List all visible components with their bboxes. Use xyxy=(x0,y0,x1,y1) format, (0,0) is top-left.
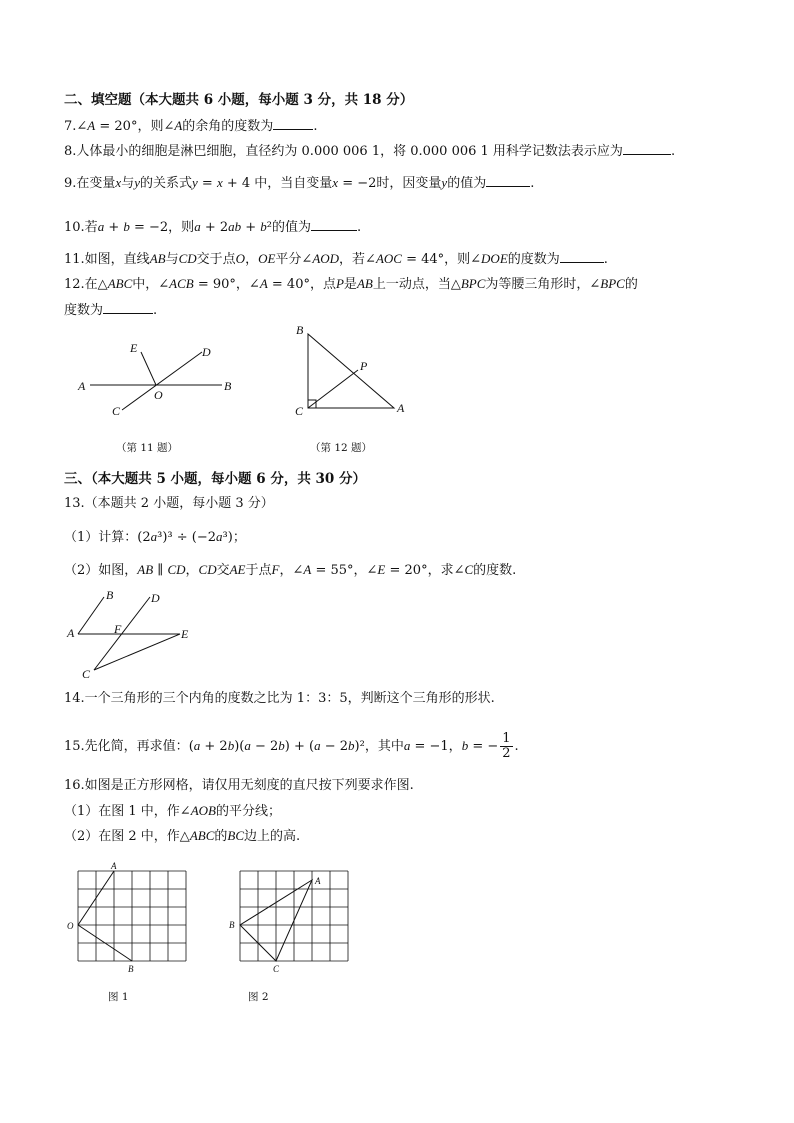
q12-text: 度数为 xyxy=(64,303,104,318)
q15-var: b xyxy=(227,738,235,753)
label-a: A xyxy=(397,401,405,415)
question-10 xyxy=(64,217,361,237)
figure-13 xyxy=(64,587,204,682)
line-ce xyxy=(94,634,180,670)
q15-var: b xyxy=(278,738,285,753)
label-o: O xyxy=(154,388,163,402)
question-14: 14.一个三角形的三个内角的度数之比为 1：3：5，判断这个三角形的形状. xyxy=(64,691,495,706)
q15-math: )² xyxy=(354,739,365,754)
q9-var: x xyxy=(216,175,223,190)
q11-var: AOD xyxy=(312,251,340,266)
q11-text: = 44°，则∠ xyxy=(401,252,482,267)
label-c: C xyxy=(82,667,91,681)
q9-var: y xyxy=(192,175,198,190)
answer-blank[interactable] xyxy=(623,141,671,155)
question-13-part-2 xyxy=(64,561,516,580)
q15-text: ，其中 xyxy=(364,739,404,754)
q10-text: + xyxy=(104,220,124,235)
q11-var: DOE xyxy=(481,251,508,266)
q9-var: x xyxy=(332,175,339,190)
q10-var: a xyxy=(97,219,105,234)
q16-var: ABC xyxy=(189,828,215,843)
figure-12 xyxy=(290,322,430,452)
q15-math: ) + ( xyxy=(284,739,315,754)
label-c: C xyxy=(112,404,121,418)
q13-text: = 20°，求∠ xyxy=(385,563,465,578)
label-e: E xyxy=(181,627,189,641)
q15-math: ( xyxy=(188,739,194,754)
q9-text: 的关系式 xyxy=(139,176,192,191)
q15-var: b xyxy=(348,738,355,753)
q12-text: 上一动点，当△ xyxy=(372,277,461,292)
q9-var: x xyxy=(115,175,122,190)
grid-figure-1 xyxy=(64,860,204,1010)
q13-text: = 55°，∠ xyxy=(311,563,378,578)
q9-text: + 4 中，当自变量 xyxy=(222,176,333,191)
fraction-denominator: 2 xyxy=(502,746,511,761)
q7-text: 的余角的度数为 xyxy=(182,119,274,134)
label-b: B xyxy=(229,920,235,930)
ray-oe xyxy=(141,352,156,385)
square-grid xyxy=(240,871,348,961)
question-7 xyxy=(64,116,317,136)
q13-var: a xyxy=(216,529,223,544)
q11-text: 11.如图，直线 xyxy=(64,252,150,267)
q12-text: 的 xyxy=(624,277,638,292)
question-13-part-1 xyxy=(64,528,246,547)
q15-text: . xyxy=(514,739,519,754)
q16-text: 边上的高. xyxy=(244,829,301,844)
q11-text: ， xyxy=(245,252,259,267)
label-p: P xyxy=(360,359,368,373)
q10-text: + 2 xyxy=(200,220,229,235)
q11-var: AB xyxy=(149,251,166,266)
q12-text: 是 xyxy=(343,277,357,292)
q9-text: = xyxy=(197,176,217,191)
grid-2-caption: 图 2 xyxy=(248,991,269,1003)
label-e: E xyxy=(130,341,138,355)
label-b: B xyxy=(106,588,114,602)
figure-11-caption: （第 11 题） xyxy=(116,442,179,454)
q11-var: O xyxy=(235,251,246,266)
answer-blank[interactable] xyxy=(103,300,153,314)
figure-12-caption: （第 12 题） xyxy=(310,442,373,454)
q13-var: C xyxy=(464,562,474,577)
q12-var: ACB xyxy=(169,276,194,291)
q15-var: b xyxy=(461,738,469,753)
square-grid xyxy=(78,871,186,961)
triangle-abc xyxy=(308,334,394,408)
q15-math: − 2 xyxy=(320,739,349,754)
line-ab xyxy=(78,597,104,634)
q13-math: (2 xyxy=(137,530,151,545)
q13-math: ³) xyxy=(222,530,233,545)
q15-math: )( xyxy=(234,739,245,754)
q10-var: b xyxy=(260,219,267,234)
q10-text: + xyxy=(241,220,261,235)
question-15 xyxy=(64,732,519,761)
q15-math: − 2 xyxy=(250,739,279,754)
answer-blank[interactable] xyxy=(560,249,604,263)
question-16-intro: 16.如图是正方形网格，请仅用无刻度的直尺按下列要求作图. xyxy=(64,778,414,793)
q13-var: CD xyxy=(198,562,217,577)
label-b: B xyxy=(296,323,304,337)
q7-text: 7.∠ xyxy=(64,119,88,134)
q8-text: 8.人体最小的细胞是淋巴细胞，直径约为 0.000 006 1，将 0.000 006 1 用科学记数法表示应为 xyxy=(64,144,623,159)
q13-text: 交 xyxy=(216,563,230,578)
q12-text: 中，∠ xyxy=(132,277,170,292)
q7-text: = 20°，则∠ xyxy=(95,119,175,134)
figure-11 xyxy=(70,332,250,462)
q8-text: . xyxy=(670,144,676,159)
question-16-part-1 xyxy=(64,802,281,821)
q9-text: 与 xyxy=(121,176,135,191)
q12-text: . xyxy=(153,303,158,318)
q13-var: A xyxy=(303,562,312,577)
q13-math: ³)³ ÷ (−2 xyxy=(157,530,217,545)
q13-text: （1）计算： xyxy=(64,530,138,545)
q11-var: AOC xyxy=(375,251,402,266)
q12-text: = 40°，点 xyxy=(267,277,336,292)
q16-text: （1）在图 1 中，作∠ xyxy=(64,804,191,819)
q12-text: 为等腰三角形时，∠ xyxy=(485,277,601,292)
q11-text: 交于点 xyxy=(196,252,236,267)
q7-var: A xyxy=(174,118,183,133)
q11-var: CD xyxy=(178,251,197,266)
q12-text: 12.在△ xyxy=(64,277,108,292)
q11-text: 的度数为 xyxy=(507,252,560,267)
q10-text: 10.若 xyxy=(64,220,98,235)
answer-blank[interactable] xyxy=(486,173,530,187)
label-o: O xyxy=(67,921,74,931)
q7-text: . xyxy=(313,119,318,134)
label-c: C xyxy=(273,964,280,974)
grid-1-caption: 图 1 xyxy=(108,991,129,1003)
q11-text: 与 xyxy=(165,252,179,267)
question-12 xyxy=(64,275,638,294)
q9-text: . xyxy=(530,176,535,191)
q11-text: . xyxy=(603,252,608,267)
q15-var: a xyxy=(403,738,411,753)
q13-var: CD xyxy=(167,562,186,577)
q12-var: P xyxy=(335,276,344,291)
q13-var: AE xyxy=(229,562,246,577)
q9-var: y xyxy=(134,175,140,190)
q13-var: F xyxy=(271,562,280,577)
label-b: B xyxy=(224,379,232,393)
question-13-intro: 13.（本题共 2 小题，每小题 3 分） xyxy=(64,496,274,511)
q13-text: （2）如图， xyxy=(64,563,138,578)
q12-text: = 90°，∠ xyxy=(193,277,260,292)
q15-math: = − xyxy=(468,739,499,754)
q12-var: A xyxy=(259,276,268,291)
q11-text: ，若∠ xyxy=(339,252,376,267)
q12-var: BPC xyxy=(460,276,486,291)
q9-var: y xyxy=(441,175,448,190)
question-11 xyxy=(64,249,608,269)
q9-text: = −2时，因变量 xyxy=(338,176,442,191)
label-b: B xyxy=(128,964,134,974)
q15-math: + 2 xyxy=(200,739,228,754)
q9-text: 的值为 xyxy=(447,176,487,191)
q13-var: AB xyxy=(137,562,154,577)
q16-text: 的 xyxy=(214,829,228,844)
q13-text: ，∠ xyxy=(279,563,304,578)
question-16-part-2 xyxy=(64,827,300,846)
q16-var: AOB xyxy=(190,803,216,818)
q13-text: ， xyxy=(185,563,199,578)
question-12-cont xyxy=(64,300,157,320)
q9-text: 9.在变量 xyxy=(64,176,116,191)
q13-text: ； xyxy=(232,530,246,545)
q10-var: a xyxy=(194,219,201,234)
q11-var: OE xyxy=(258,251,276,266)
q13-text: ∥ xyxy=(153,563,168,578)
q15-var: a xyxy=(314,738,321,753)
q15-text: 15.先化简，再求值： xyxy=(64,739,189,754)
q13-var: E xyxy=(377,562,386,577)
q13-text: 的度数. xyxy=(473,563,517,578)
label-a: A xyxy=(315,876,321,886)
grid-figure-2 xyxy=(226,860,366,1010)
q10-text: . xyxy=(357,220,362,235)
q10-var: b xyxy=(123,219,130,234)
question-8 xyxy=(64,141,675,161)
q15-var: a xyxy=(193,738,201,753)
label-a: A xyxy=(67,626,75,640)
q13-var: a xyxy=(150,529,158,544)
answer-blank[interactable] xyxy=(311,217,357,231)
q10-exponent: ² xyxy=(266,220,273,235)
q10-text: 的值为 xyxy=(272,220,312,235)
q15-math: = −1， xyxy=(410,739,462,754)
label-a: A xyxy=(111,861,117,871)
label-c: C xyxy=(295,404,304,418)
label-f: F xyxy=(114,622,122,636)
q13-text: 于点 xyxy=(245,563,272,578)
label-d: D xyxy=(151,591,160,605)
q12-var: ABC xyxy=(107,276,133,291)
q16-var: BC xyxy=(227,828,245,843)
question-9 xyxy=(64,173,534,193)
q11-text: 平分∠ xyxy=(275,252,313,267)
q7-var: A xyxy=(87,118,96,133)
section-2-heading: 二、填空题（本大题共 6 小题，每小题 3 分，共 18 分） xyxy=(64,92,414,108)
section-3-heading: 三、（本大题共 5 小题，每小题 6 分，共 30 分） xyxy=(64,471,367,487)
answer-blank[interactable] xyxy=(273,116,313,130)
q12-var: AB xyxy=(356,276,373,291)
fraction-numerator: 1 xyxy=(502,731,511,746)
q16-text: 的平分线； xyxy=(215,804,281,819)
q10-var: ab xyxy=(228,219,242,234)
q10-text: = −2，则 xyxy=(129,220,195,235)
label-a: A xyxy=(78,379,86,393)
fraction-one-half xyxy=(500,732,512,761)
q16-text: （2）在图 2 中，作△ xyxy=(64,829,190,844)
label-d: D xyxy=(202,345,211,359)
q15-var: a xyxy=(244,738,251,753)
q12-var: BPC xyxy=(600,276,625,291)
